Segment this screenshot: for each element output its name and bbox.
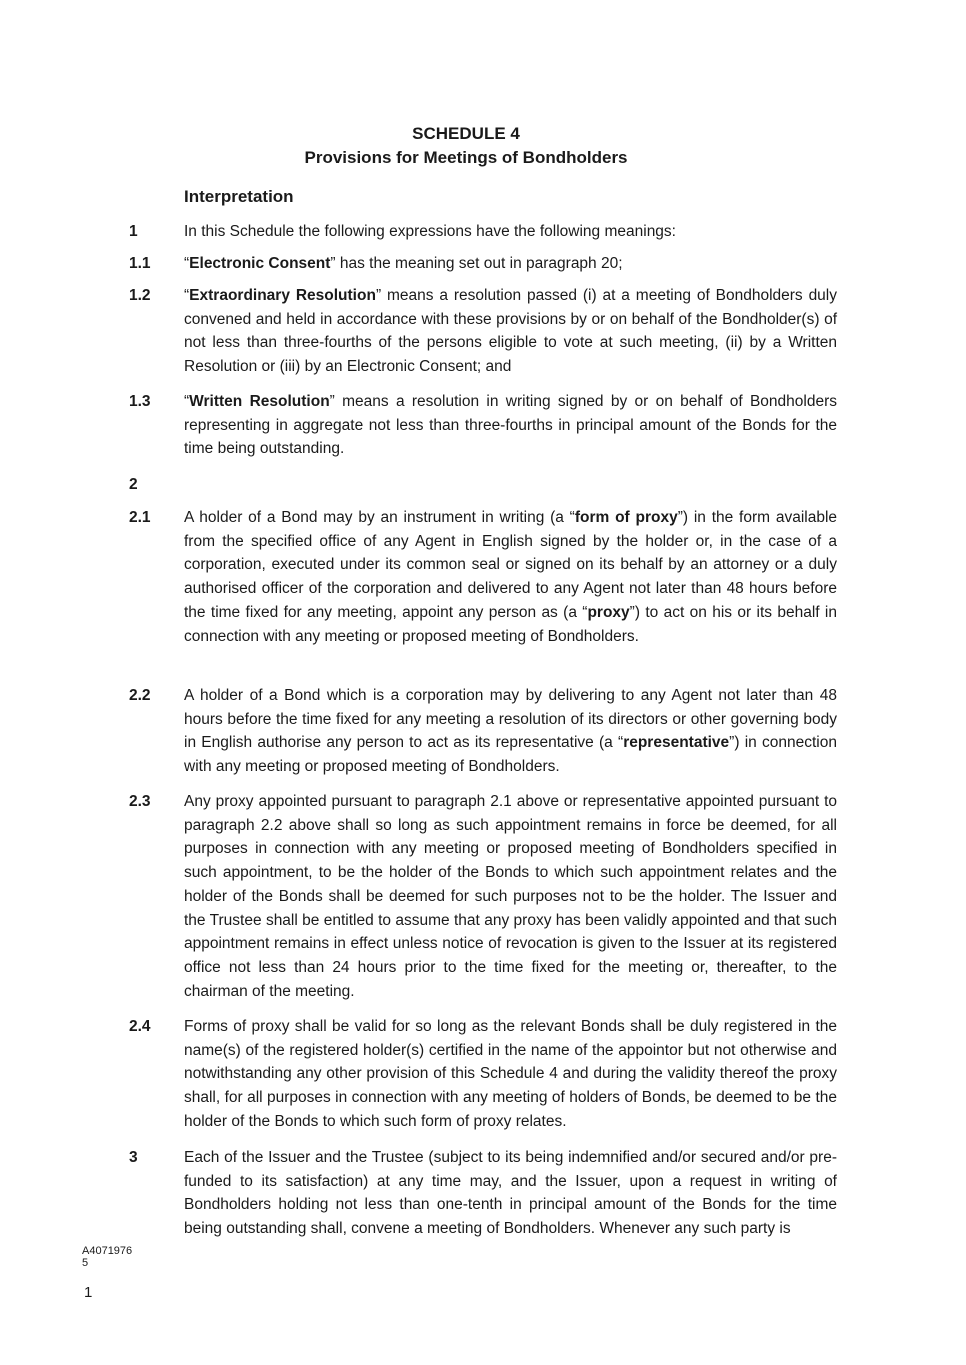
document-reference: A4071976 5 bbox=[82, 1245, 133, 1269]
paragraph-2-4: Forms of proxy shall be valid for so long as the relevant Bonds shall be duly registered in the name(s) of the registered holder(s) certified in the name of the appointor but not otherwise and notwithstanding any other provision of this Schedule 4 and during the validity thereof the proxy shall, for all purposes in connection with any meeting of holders of Bonds, be deemed to be the holder of the Bonds to which such form of proxy relates. bbox=[184, 1018, 837, 1130]
paragraph-2-1: A holder of a Bond may by an instrument in writing (a “form of proxy”) in the form available from the specified office of any Agent in English signed by the holder or, in the case of a corporation, executed under its common seal or signed on its behalf by an attorney or a duly authorised officer of the corporation and delivered to any Agent not later than 48 hours before the time fixed for any meeting, appoint any person as (a “proxy”) to act on his or its behalf in connection with any meeting or proposed meeting of Bondholders. bbox=[184, 509, 838, 645]
paragraph-2-2: A holder of a Bond which is a corporation may by delivering to any Agent not later than 48 hours before the time fixed for any meeting a resolution of its directors or other governing body in English authorise any person to act as its representative (a “representative”) in connection with any meeting or proposed meeting of Bondholders. bbox=[184, 687, 837, 776]
defined-term: Written Resolution bbox=[189, 393, 330, 410]
paragraph-3: Each of the Issuer and the Trustee (subject to its being indemnified and/or secured and/or pre-funded to its satisfaction) at any time may, and the Issuer, upon a request in writing of Bondholders holding not less than one-tenth in principal amount of the Bonds for the time being outstanding shall, convene a meeting of Bondholders. Whenever any such party is bbox=[184, 1149, 837, 1238]
defined-term: form of proxy bbox=[574, 509, 678, 526]
defined-term: Electronic Consent bbox=[189, 255, 331, 272]
paragraph-number: 3 bbox=[129, 1149, 138, 1166]
paragraph-number: 1 bbox=[129, 223, 138, 240]
defined-term: proxy bbox=[587, 603, 630, 621]
page-number: 1 bbox=[84, 1284, 93, 1301]
paragraph-number: 2.3 bbox=[129, 793, 151, 810]
paragraph-number: 2.4 bbox=[129, 1018, 151, 1035]
paragraph-1-2: “Extraordinary Resolution” means a resolution passed (i) at a meeting of Bondholders duly convened and held in accordance with these provisions by or on behalf of the Bondholder(s) of not less than three-fourths of the persons eligible to vote at such meeting, (ii) by a Written Resolution or (iii) by an Electronic Consent; and bbox=[184, 287, 838, 376]
paragraph-1-3: “Written Resolution” means a resolution in writing signed by or on behalf of Bondholders representing in aggregate not less than three-fourths in principal amount of the Bonds for the time being outstanding. bbox=[184, 393, 837, 458]
schedule-number: SCHEDULE 4 bbox=[412, 124, 520, 143]
paragraph-number: 2 bbox=[129, 476, 138, 493]
paragraph-number: 2.2 bbox=[129, 687, 151, 704]
section-heading: Interpretation bbox=[184, 187, 294, 206]
paragraph-number: 1.2 bbox=[129, 287, 151, 304]
paragraph-number: 1.1 bbox=[129, 255, 151, 272]
paragraph-number: 2.1 bbox=[129, 509, 151, 526]
defined-term: Extraordinary Resolution bbox=[189, 287, 376, 304]
paragraph-number: 1.3 bbox=[129, 393, 151, 410]
defined-term: representative bbox=[623, 734, 730, 752]
schedule-title: Provisions for Meetings of Bondholders bbox=[304, 148, 628, 167]
paragraph-1-1: “Electronic Consent” has the meaning set out in paragraph 20; bbox=[184, 255, 623, 272]
paragraph-1: In this Schedule the following expressions have the following meanings: bbox=[184, 223, 676, 240]
paragraph-2-3: Any proxy appointed pursuant to paragraph 2.1 above or representative appointed pursuant to paragraph 2.2 above shall so long as such appointment remains in force be deemed, for all purposes in connection with any meeting or proposed meeting of Bondholders specified in such appointment, to be the holder of the Bonds to which such appointment relates and the holder of the Bonds shall be deemed for such purposes not to be the holder. The Issuer and the Trustee shall be entitled to assume that any proxy has been validly appointed and that such appointment remains in effect unless notice of revocation is given to the Issuer at its registered office not less than 24 hours prior to the time fixed for the meeting or, thereafter, to the chairman of the meeting. bbox=[184, 793, 837, 1000]
